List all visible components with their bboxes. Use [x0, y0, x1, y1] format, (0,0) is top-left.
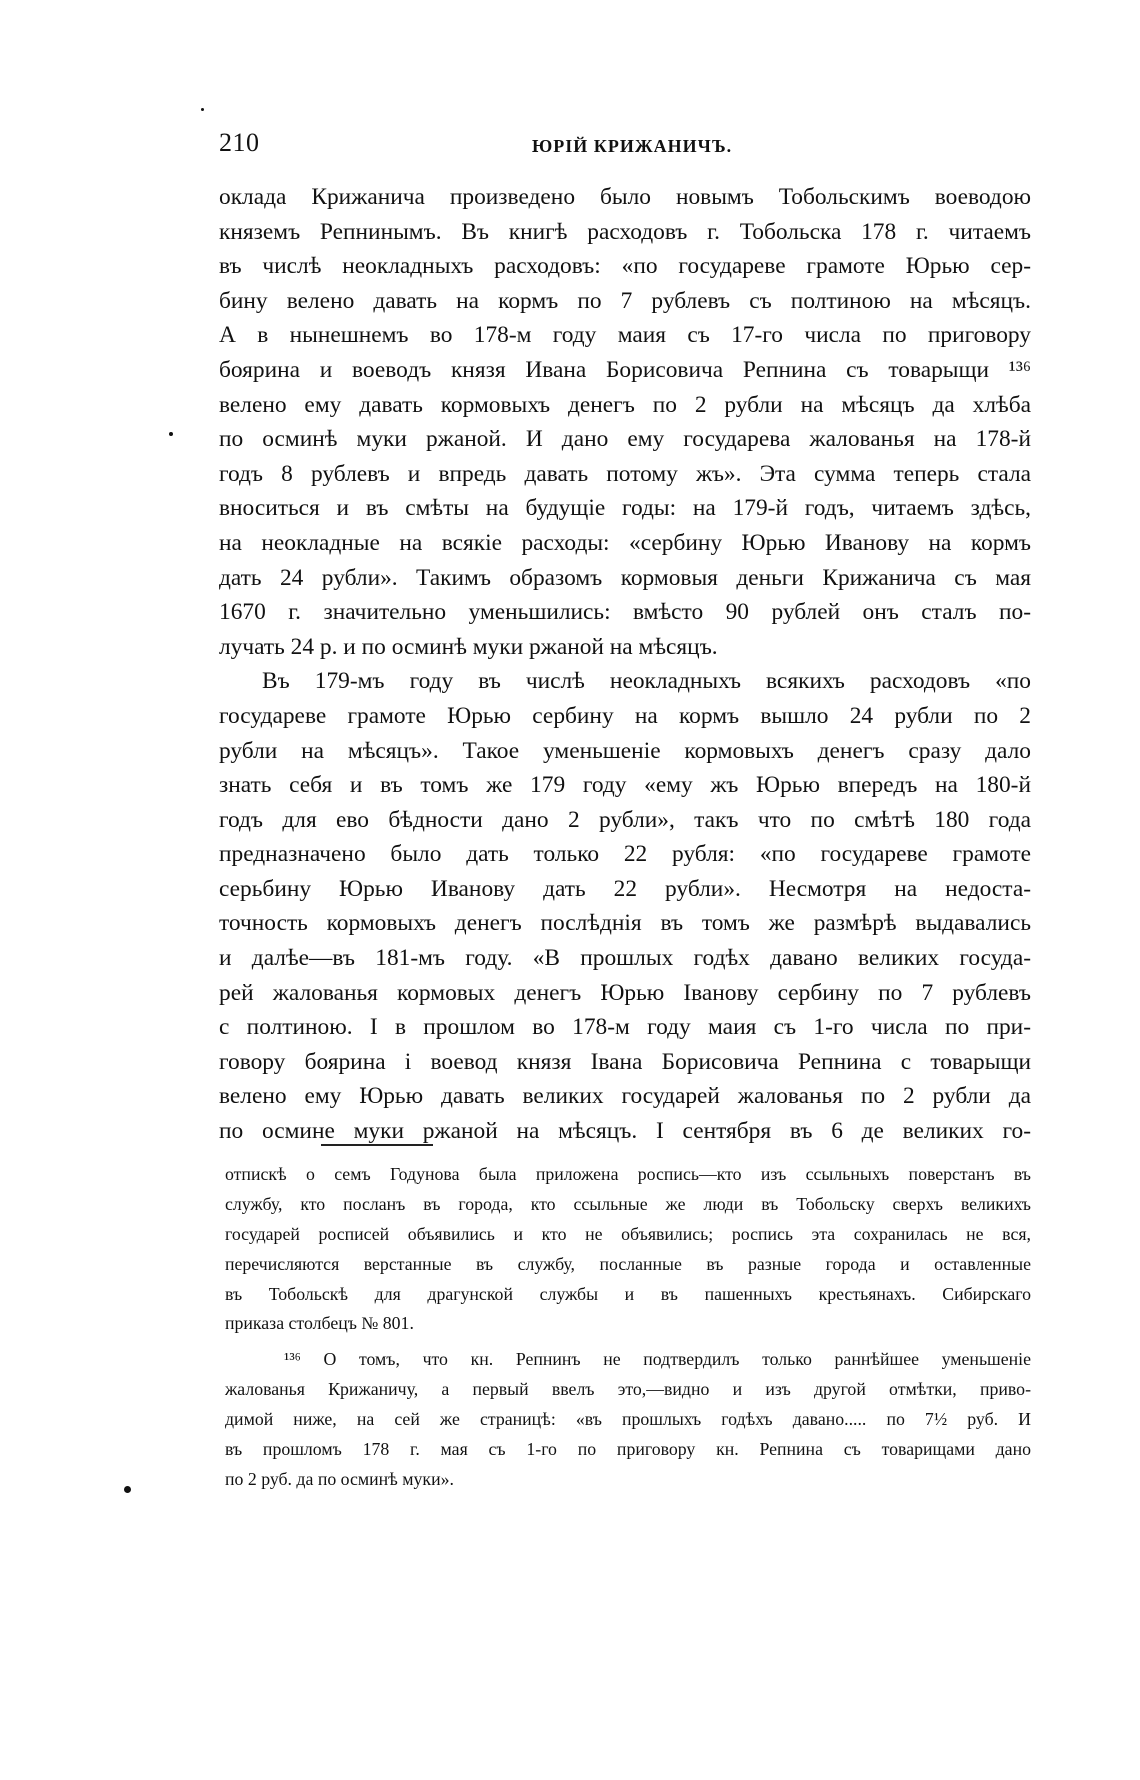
- footnote-line: перечисляются верстанные въ службу, посланные въ разные города и оставленные: [225, 1253, 1031, 1274]
- text-line: бину велено давать на кормъ по 7 рублевъ съ полтиною на мѣсяцъ.: [219, 287, 1031, 314]
- page-header: [219, 128, 1031, 168]
- text-line: оклада Крижанича произведено было новымъ Тобольскимъ воеводою: [219, 184, 1031, 210]
- text-line: предназначено было дать только 22 рубля: «по государеве грамоте: [219, 841, 1031, 868]
- running-head: ЮРІЙ КРИЖАНИЧЪ.: [532, 136, 733, 156]
- footnote-line: жалованья Крижаничу, а первый ввелъ это,—видно и изъ другой отмѣтки, приво-: [225, 1379, 1031, 1400]
- text-line: лучать 24 р. и по осминѣ муки ржаной на мѣсяцъ.: [219, 633, 718, 660]
- footnote-line: службу, кто посланъ въ города, кто ссыльные же люди въ Тобольску сверхъ великихъ: [225, 1193, 1031, 1214]
- print-speck: [169, 432, 173, 436]
- text-line: 1670 г. значительно уменьшились: вмѣсто 90 рублей онъ сталъ по-: [219, 599, 1031, 626]
- text-line: с полтиною. І в прошлом во 178-м году маия съ 1-го числа по при-: [219, 1014, 1031, 1041]
- text-line: годъ для ево бѣдности дано 2 рубли», такъ что по смѣтѣ 180 года: [219, 806, 1031, 833]
- print-speck: [124, 1486, 131, 1493]
- text-line: велено ему давать кормовыхъ денегъ по 2 рубли на мѣсяцъ да хлѣба: [219, 391, 1031, 418]
- text-line: и далѣе—въ 181-мъ году. «В прошлых годѣх давано великих госуда-: [219, 945, 1031, 972]
- footnote-line: димой ниже, на сей же страницѣ: «въ прошлыхъ годѣхъ давано..... по 7½ руб. И: [225, 1409, 1031, 1430]
- footnote-line: въ Тобольскѣ для драгунской службы и въ пашенныхъ крестьянахъ. Сибирскаго: [225, 1283, 1031, 1304]
- text-line: по осминѣ муки ржаной. И дано ему государева жалованья на 178-й: [219, 426, 1031, 453]
- text-line: говору боярина і воевод князя Івана Борисовича Репнина с товарыщи: [219, 1048, 1031, 1075]
- text-line: рубли на мѣсяцъ». Такое уменьшеніе кормовыхъ денегъ сразу дало: [219, 737, 1031, 764]
- print-speck: [201, 108, 204, 111]
- footnote-line: въ прошломъ 178 г. мая съ 1-го по приговору кн. Репнина съ товарищами дано: [225, 1439, 1031, 1460]
- text-line: рей жалованья кормовых денегъ Юрью Іванову сербину по 7 рублевъ: [219, 979, 1031, 1006]
- footnote-separator: [321, 1144, 433, 1146]
- footnotes: [225, 1160, 1031, 1495]
- text-line: серьбину Юрью Иванову дать 22 рубли». Несмотря на недоста-: [219, 875, 1031, 902]
- footnote-line: отпискѣ о семъ Годунова была приложена роспись—кто изъ ссыльныхъ поверстанъ въ: [225, 1164, 1031, 1184]
- text-line: велено ему Юрью давать великих государей жалованья по 2 рубли да: [219, 1083, 1031, 1110]
- text-line: точность кормовыхъ денегъ послѣднія въ томъ же размѣрѣ выдавались: [219, 910, 1031, 937]
- main-text: [219, 180, 1031, 1149]
- text-line: княземъ Репнинымъ. Въ книгѣ расходовъ г. Тобольска 178 г. читаемъ: [219, 218, 1031, 245]
- page-number: 210: [219, 128, 260, 157]
- text-line: государеве грамоте Юрью сербину на кормъ вышло 24 рубли по 2: [219, 702, 1031, 729]
- text-line: на неокладные на всякіе расходы: «сербину Юрью Иванову на кормъ: [219, 529, 1031, 556]
- paragraph-start-line: Въ 179-мъ году въ числѣ неокладныхъ всякихъ расходовъ «по: [262, 668, 1031, 695]
- footnote-line: приказа столбецъ № 801.: [225, 1313, 414, 1334]
- footnote-136-start: ¹³⁶ О томъ, что кн. Репнинъ не подтвердилъ только раннѣйшее уменьшеніе: [284, 1349, 1031, 1370]
- text-line: знать себя и въ томъ же 179 году «ему жъ Юрью впередъ на 180-й: [219, 772, 1031, 799]
- text-line: по осмине муки ржаной на мѣсяцъ. І сентября въ 6 де великих го-: [219, 1118, 1031, 1145]
- text-line: боярина и воеводъ князя Ивана Борисовича Репнина съ товарыщи ¹³⁶: [219, 356, 1031, 383]
- footnote-line: по 2 руб. да по осминѣ муки».: [225, 1468, 454, 1489]
- text-line: дать 24 рубли». Такимъ образомъ кормовыя деньги Крижанича съ мая: [219, 564, 1031, 591]
- text-line: А в нынешнемъ во 178-м году маия съ 17-го числа по приговору: [219, 322, 1031, 349]
- footnote-line: государей росписей объявились и кто не объявились; роспись эта сохранилась не вся,: [225, 1223, 1031, 1244]
- text-line: въ числѣ неокладныхъ расходовъ: «по государеве грамоте Юрью сер-: [219, 253, 1031, 280]
- text-line: вноситься и въ смѣты на будущіе годы: на 179-й годъ, читаемъ здѣсь,: [219, 495, 1031, 522]
- text-line: годъ 8 рублевъ и впредь давать потому жъ». Эта сумма теперь стала: [219, 460, 1031, 487]
